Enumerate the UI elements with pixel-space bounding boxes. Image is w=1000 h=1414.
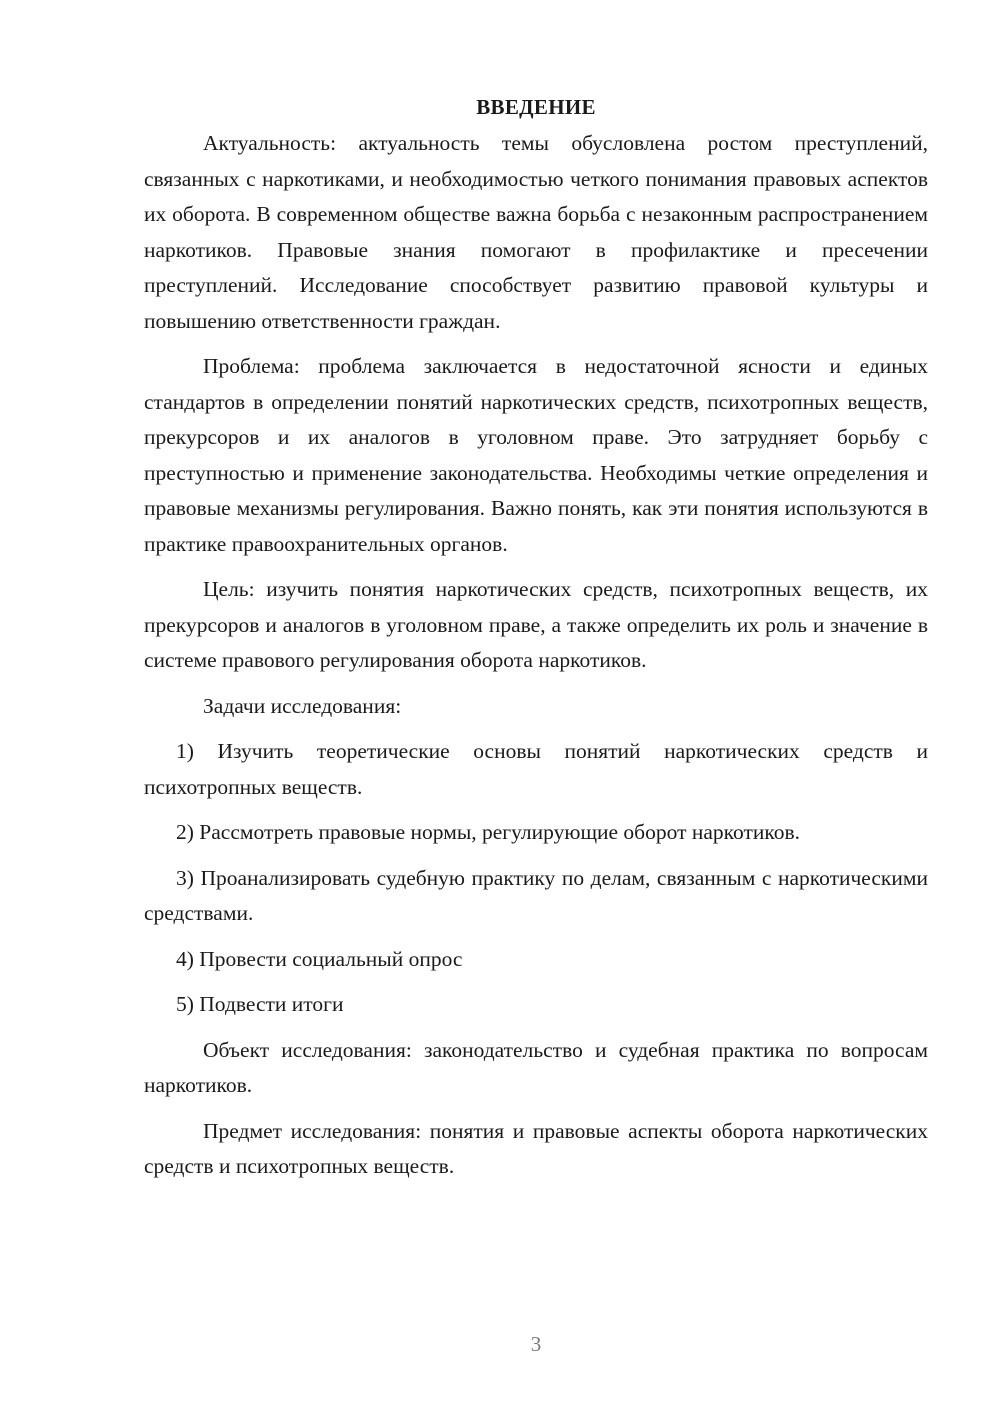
tasks-heading: Задачи исследования: xyxy=(203,693,402,718)
document-page xyxy=(144,92,928,1195)
task-item-5: 5) Подвести итоги xyxy=(176,992,344,1016)
task-item-2: 2) Рассмотреть правовые нормы, регулирующие оборот наркотиков. xyxy=(176,820,801,844)
research-subject-paragraph: Предмет исследования: понятия и правовые аспекты оборота наркотических средств и психотропных веществ. xyxy=(144,1118,928,1178)
relevance-paragraph: Актуальность: актуальность темы обусловлена ростом преступлений, связанных с наркотиками, и необходимостью четкого понимания правовых аспектов их оборота. В современном обществе важна борьба с незаконным распространением наркотиков. Правовые знания помогают в профилактике и пресечении преступлений. Исследование способствует развитию правовой культуры и повышению ответственности граждан. xyxy=(144,131,928,333)
task-item-1: 1) Изучить теоретические основы понятий наркотических средств и психотропных веществ. xyxy=(144,739,928,799)
page-number: 3 xyxy=(530,1332,542,1356)
goal-paragraph: Цель: изучить понятия наркотических средств, психотропных веществ, их прекурсоров и аналогов в уголовном праве, а также определить их роль и значение в системе правового регулирования оборота наркотиков. xyxy=(144,577,928,672)
section-title: ВВЕДЕНИЕ xyxy=(476,95,596,119)
task-item-3: 3) Проанализировать судебную практику по делам, связанным с наркотическими средствами. xyxy=(144,865,928,925)
problem-paragraph: Проблема: проблема заключается в недостаточной ясности и единых стандартов в определении понятий наркотических средств, психотропных веществ, прекурсоров и их аналогов в уголовном праве. Это затрудняет борьбу с преступностью и применение законодательства. Необходимы четкие определения и правовые механизмы регулирования. Важно понять, как эти понятия используются в практике правоохранительных органов. xyxy=(144,354,928,556)
task-item-4: 4) Провести социальный опрос xyxy=(176,946,463,971)
research-object-paragraph: Объект исследования: законодательство и судебная практика по вопросам наркотиков. xyxy=(144,1037,928,1097)
